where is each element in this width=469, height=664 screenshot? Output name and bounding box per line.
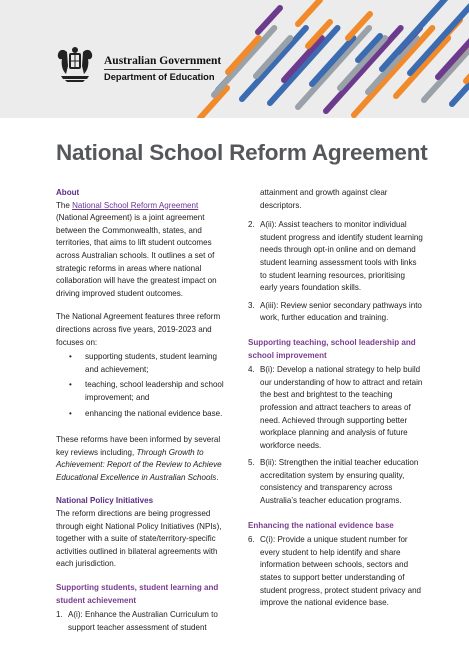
reviews-text-pre: These reforms have been informed by several key reviews including, [56, 435, 221, 457]
item-code: C(i): [260, 535, 276, 545]
initiatives-list-b [248, 364, 423, 508]
right-column [248, 187, 423, 615]
list-item [248, 534, 423, 610]
item-number: 3. [248, 300, 255, 310]
bullet-icon: • [69, 408, 72, 418]
decorative-stripe [298, 0, 320, 24]
government-title: Australian Government [104, 55, 222, 67]
list-item [248, 457, 423, 507]
about-heading: About [56, 188, 80, 197]
item1-continuation: attainment and growth against clear descriptors. [260, 188, 388, 210]
initiatives-list-a [56, 609, 226, 634]
list-item-text: teaching, school leadership and school improvement; and [85, 380, 224, 402]
department-name: Department of Education [104, 72, 215, 82]
coat-of-arms-icon [53, 44, 97, 84]
review-title: Through Growth to Achievement: Report of the Review to Achieve Educational Excellence in Australian Schools [56, 447, 222, 482]
item-text: Strengthen the initial teacher education accreditation system by ensuring quality, consistency and transparency across Australia’s teacher education programs. [260, 458, 419, 506]
item-number: 1. [56, 610, 63, 620]
intro-paragraph [56, 200, 226, 301]
directions-paragraph: The National Agreement features three reform directions across five years, 2019-2023 and focuses on: [56, 312, 221, 347]
list-item [56, 408, 226, 421]
item-number: 5. [248, 458, 255, 468]
list-item-text: supporting students, student learning and achievement; [85, 352, 217, 374]
list-item [248, 219, 423, 295]
left-column [56, 187, 226, 639]
header-divider [104, 69, 200, 70]
bullet-icon: • [69, 380, 72, 390]
item-text: Enhance the Australian Curriculum to support teacher assessment of student [68, 610, 218, 632]
item-code: A(ii): [260, 220, 277, 230]
intro-text-post: (National Agreement) is a joint agreement between the Commonwealth, states, and territories, that aims to lift student outcomes across Australian schools. It outlines a set of strategic reforms in areas where national collaboration will have the greatest impact on driving improved student outcomes. [56, 213, 217, 298]
nsra-link[interactable]: National School Reform Agreement [72, 200, 199, 210]
item-number: 4. [248, 365, 255, 375]
document-title: National School Reform Agreement [56, 140, 428, 165]
item-code: A(i): [68, 610, 83, 620]
page-header [0, 0, 469, 118]
reviews-paragraph [56, 434, 226, 484]
focus-list [56, 351, 226, 420]
reviews-text-post: . [216, 472, 219, 482]
item-code: B(ii): [260, 458, 277, 468]
item-code: A(iii): [260, 300, 279, 310]
intro-text-pre: The [56, 200, 73, 210]
initiatives-list-a-cont [248, 219, 423, 325]
list-item [56, 351, 226, 376]
list-item [56, 379, 226, 404]
item-text: Assist teachers to monitor individual student progress and identify student learning needs through opt-in online and on demand student learning assessment tools with links to student learning resources, prioritising early years foundation skills. [260, 220, 423, 293]
section-heading-evidence: Enhancing the national evidence base [248, 520, 394, 530]
list-item-text: enhancing the national evidence base. [85, 408, 223, 418]
bullet-icon: • [69, 352, 72, 362]
item-number: 6. [248, 535, 255, 545]
section-heading-students: Supporting students, student learning and student achievement [56, 583, 219, 605]
npi-heading: National Policy Initiatives [56, 496, 154, 506]
item-number: 2. [248, 220, 255, 230]
list-item [248, 300, 423, 325]
section-heading-teaching: Supporting teaching, school leadership and school improvement [248, 337, 416, 360]
item-text: Develop a national strategy to help build our understanding of how to attract and retain the best and brightest to the teaching profession and attract teachers to areas of need. Achieved through supporting better workplace planning and analysis of future workforce needs. [260, 365, 423, 450]
item-code: B(i): [260, 365, 275, 375]
list-item [248, 364, 423, 452]
npi-paragraph: The reform directions are being progressed through eight National Policy Initiatives (NPIs), together with a suite of state/territory-specific activities outlined in bilateral agreements with each jurisdiction. [56, 509, 222, 569]
initiatives-list-c [248, 534, 423, 610]
item-text: Review senior secondary pathways into work, further education and training. [260, 300, 422, 323]
item-text: Provide a unique student number for every student to help identify and share information between schools, sectors and states to support better understanding of student progress, protect student privacy and improve the national evidence base. [260, 535, 422, 608]
list-item [56, 609, 226, 634]
